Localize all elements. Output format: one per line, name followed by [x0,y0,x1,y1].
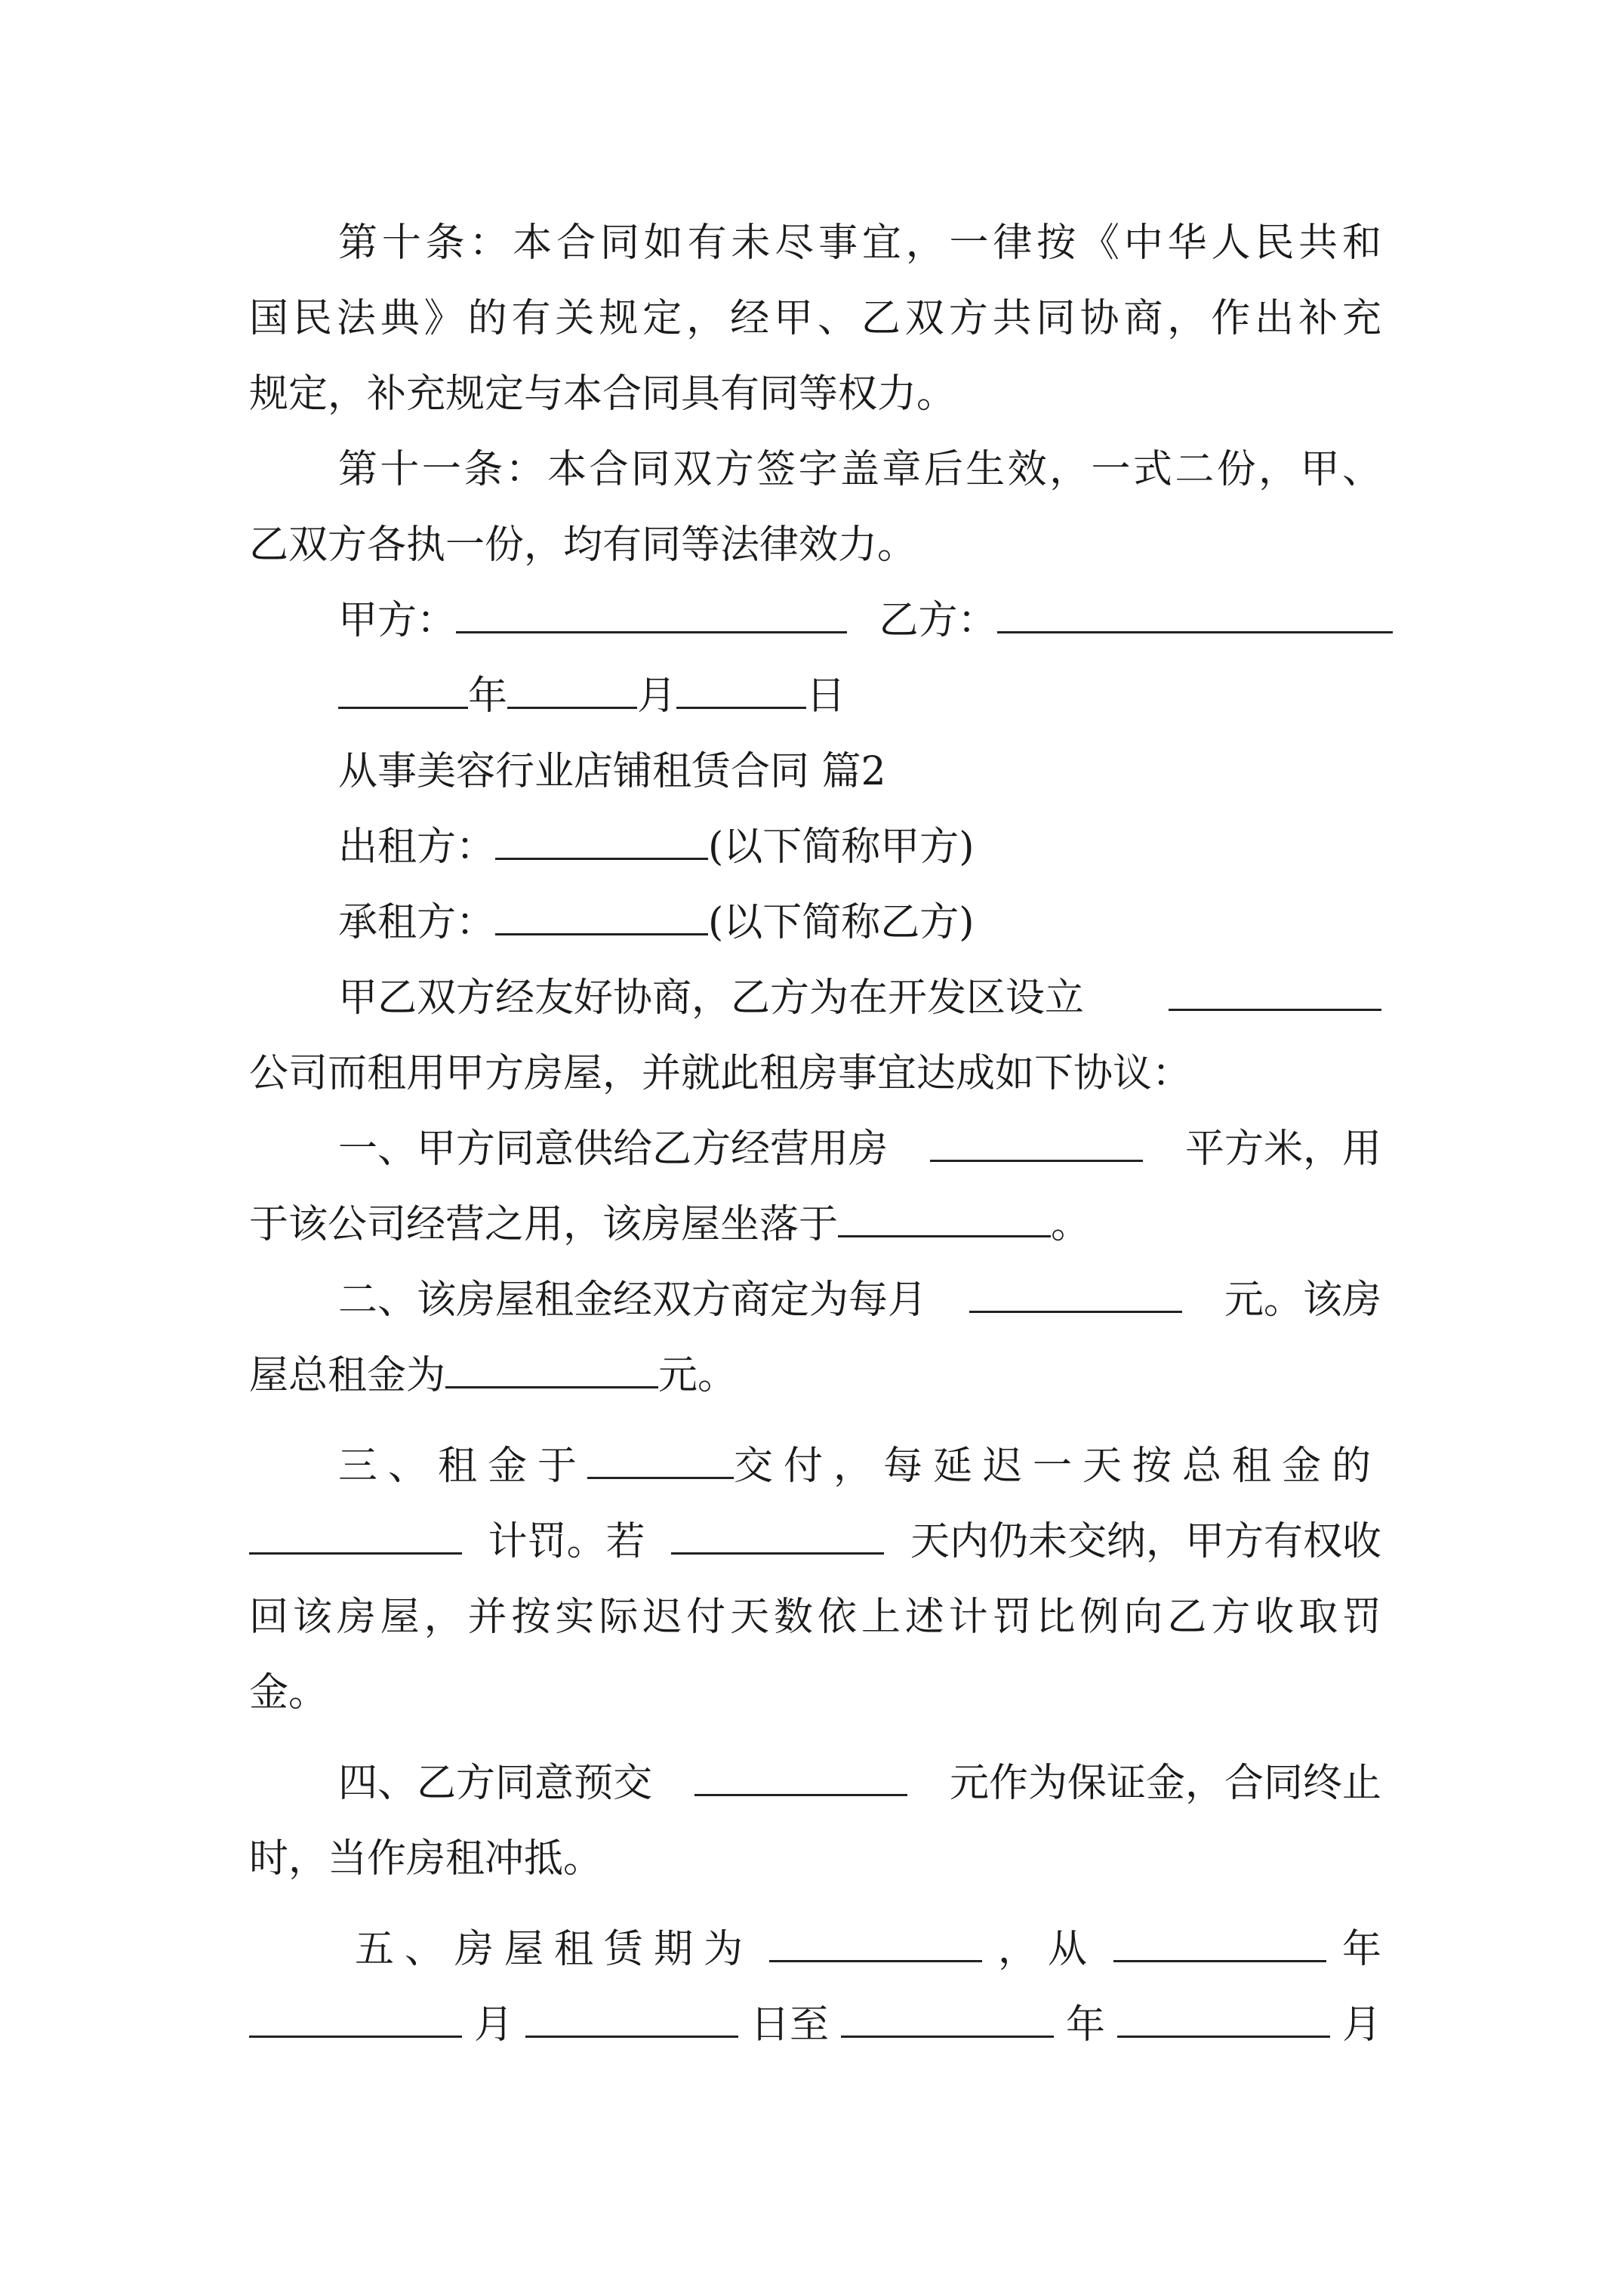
clause-4-line-2: 时，当作房租冲抵。 [249,1836,603,1881]
clause-2-text-c: 屋总租金为 [249,1353,446,1398]
month-label: 月 [637,673,677,719]
start-day-blank [525,2002,738,2038]
year-blank [338,673,468,709]
clause-1-text-d: 。 [1051,1202,1091,1247]
clause-2-text-b: 元。该房 [1224,1277,1381,1323]
article-11-line-2: 乙双方各执一份，均有同等法律效力。 [249,522,917,568]
clause-2-text-a: 二、该房屋租金经双方商定为每月 [338,1277,928,1323]
end-month-blank [1117,2002,1330,2038]
clause-5-text-b: ，从 [997,1927,1098,1972]
clause-3-text-a: 三、租金于 [338,1444,588,1489]
clause-1-text-a: 一、甲方同意供给乙方经营用房 [338,1126,888,1172]
lessor-line [338,824,1381,870]
payment-date-blank [587,1444,734,1479]
clause-3-text-d: 天内仍未交纳，甲方有权收 [910,1519,1381,1564]
lessee-label: 承租方： [338,900,496,945]
start-year-blank [1113,1927,1326,1962]
clause-5-text-f: 年 [1065,2002,1105,2048]
lessor-blank [495,824,708,860]
monthly-rent-blank [969,1277,1182,1313]
location-blank [838,1202,1051,1237]
clause-5-line-1 [355,1927,1381,1972]
lessor-suffix: (以下简称甲方) [708,824,975,870]
intro-line-1 [338,975,1381,1021]
clause-5-text-g: 月 [1341,2002,1381,2048]
party-b-blank [997,598,1393,633]
clause-1-line-1 [338,1126,1381,1172]
month-blank [507,673,637,709]
start-month-blank [249,2002,462,2038]
section-title: 从事美容行业店铺租赁合同 篇2 [338,749,886,794]
year-label: 年 [468,673,508,719]
signature-line [338,598,1381,643]
lessee-suffix: (以下简称乙方) [708,900,975,945]
clause-4-line-1 [338,1761,1381,1806]
clause-2-line-1 [338,1277,1381,1323]
clause-3-text-b: 交付，每延迟一天按总租金的 [733,1444,1381,1489]
clause-1-text-b: 平方米，用 [1184,1126,1381,1172]
day-blank [676,673,806,709]
clause-3-line-1 [338,1444,1381,1489]
days-blank [671,1519,884,1555]
clause-4-text-a: 四、乙方同意预交 [338,1761,653,1806]
intro-line-2: 公司而租用甲方房屋，并就此租房事宜达成如下协议： [249,1051,1192,1096]
clause-5-text-d: 月 [473,2002,513,2048]
clause-2-text-d: 元。 [658,1353,738,1398]
day-label: 日 [806,673,846,719]
article-11-line-1: 第十一条：本合同双方签字盖章后生效，一式二份，甲、 [338,447,1381,492]
lessee-line [338,900,1381,945]
clause-3-text-c: 计罚。若 [488,1519,645,1564]
article-10-line-1: 第十条：本合同如有未尽事宜，一律按《中华人民共和 [338,220,1381,266]
company-blank [1169,975,1381,1011]
party-a-blank [456,598,847,633]
lessor-label: 出租方： [338,824,496,870]
penalty-rate-blank [249,1519,462,1555]
end-year-blank [841,2002,1054,2038]
clause-3-line-4: 金。 [249,1670,328,1715]
clause-4-text-b: 元作为保证金，合同终止 [949,1761,1381,1806]
article-10-line-3: 规定，补充规定与本合同具有同等权力。 [249,371,956,417]
clause-2-line-2 [249,1353,1381,1398]
article-10-line-2: 国民法典》的有关规定，经甲、乙双方共同协商，作出补充 [249,296,1381,341]
clause-1-line-2 [249,1202,1381,1247]
total-rent-blank [445,1353,658,1388]
party-a-label: 甲方： [338,598,457,643]
date-line [338,673,1381,719]
clause-5-text-e: 日至 [750,2002,829,2048]
clause-5-text-c: 年 [1341,1927,1381,1972]
clause-5-line-2 [249,2002,1381,2048]
lease-term-blank [769,1927,982,1962]
clause-1-text-c: 于该公司经营之用，该房屋坐落于 [249,1202,839,1247]
clause-5-text-a: 五、房屋租赁期为 [355,1927,754,1972]
deposit-blank [694,1761,907,1796]
clause-3-line-2 [249,1519,1381,1564]
clause-3-line-3: 回该房屋，并按实际迟付天数依上述计罚比例向乙方收取罚 [249,1595,1381,1640]
area-blank [930,1126,1143,1162]
intro-text-1: 甲乙双方经友好协商，乙方为在开发区设立 [338,975,1085,1021]
party-b-label: 乙方： [879,598,997,643]
lessee-blank [495,900,708,935]
